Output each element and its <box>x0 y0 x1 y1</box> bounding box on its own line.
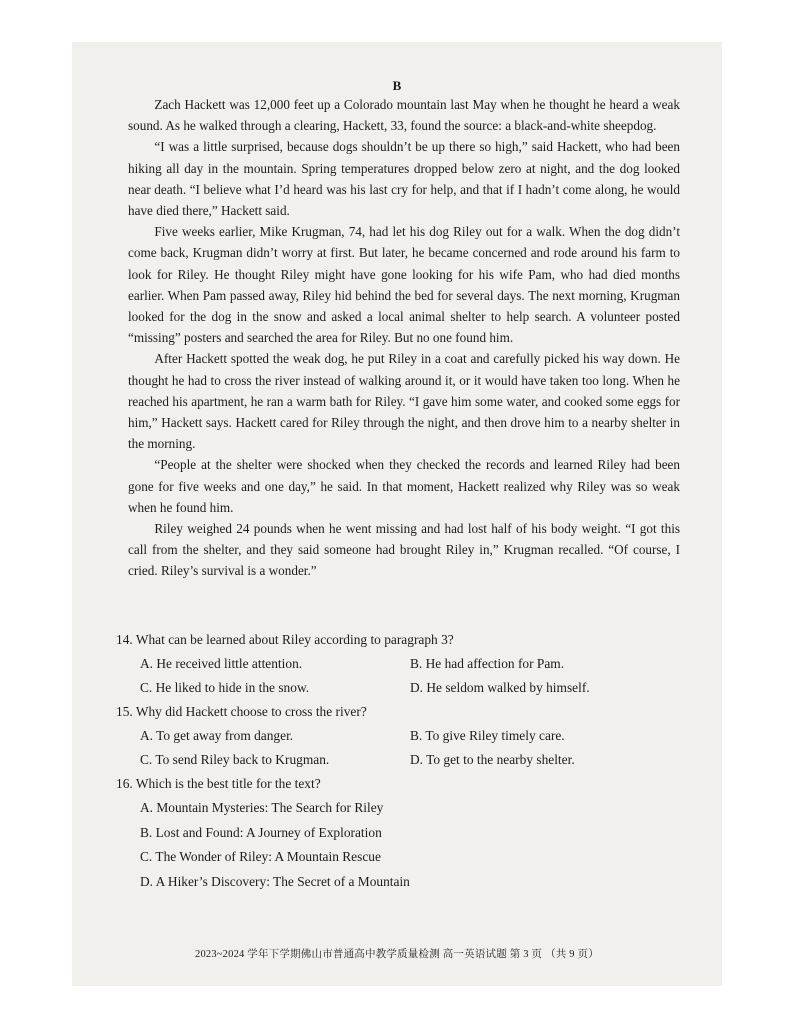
question-stem: 15. Why did Hackett choose to cross the river? <box>116 704 367 719</box>
option-a: A. Mountain Mysteries: The Search for Riley <box>140 800 384 815</box>
question-stem: 16. Which is the best title for the text? <box>116 776 321 791</box>
paragraph-1: Zach Hackett was 12,000 feet up a Colorado mountain last May when he thought he heard a weak sound. As he walked through a clearing, Hackett, 33, found the source: a black-and-white sheepdog. <box>128 97 680 134</box>
question-list <box>116 628 676 894</box>
option-d: D. To get to the nearby shelter. <box>410 752 575 767</box>
option-c: C. The Wonder of Riley: A Mountain Rescue <box>140 849 381 864</box>
paragraph-2: “I was a little surprised, because dogs shouldn’t be up there so high,” said Hackett, who had been hiking all day in the mountain. Spring temperatures dropped below zero at night, and the dog looked near death. “I believe what I’d heard was his last cry for help, and that if I hadn’t come along, he would have died there,” Hackett said. <box>128 139 680 219</box>
option-a: A. To get away from danger. <box>140 728 294 743</box>
option-b: B. Lost and Found: A Journey of Exploration <box>140 824 382 840</box>
paragraph-3: Five weeks earlier, Mike Krugman, 74, had let his dog Riley out for a walk. When the dog didn’t come back, Krugman didn’t worry at first. But later, he became concerned and rode around his farm to look for Riley. He thought Riley might have gone looking for his wife Pam, who had died months earlier. When Pam passed away, Riley hid behind the bed for several days. The next morning, Krugman looked for the dog in the snow and asked a local animal shelter to help search. A volunteer posted “missing” posters and searched the area for Riley. But no one found him. <box>128 224 680 346</box>
option-b: B. To give Riley timely care. <box>410 728 565 743</box>
option-d: D. He seldom walked by himself. <box>410 680 590 695</box>
paragraph-6: Riley weighed 24 pounds when he went missing and had lost half of his body weight. “I got this call from the shelter, and they said someone had brought Riley in,” Krugman recalled. “Of course, I cried. Riley’s survival is a wonder.” <box>128 521 680 579</box>
section-letter: B <box>392 78 402 93</box>
option-list <box>116 796 676 894</box>
question-15 <box>116 700 676 772</box>
question-stem: 14. What can be learned about Riley according to paragraph 3? <box>116 632 454 647</box>
question-16 <box>116 772 676 894</box>
paragraph-5: “People at the shelter were shocked when they checked the records and learned Riley had been gone for five weeks and one day,” he said. In that moment, Hackett realized why Riley was so weak when he found him. <box>128 457 680 515</box>
option-c: C. To send Riley back to Krugman. <box>140 752 330 767</box>
reading-passage <box>128 94 680 582</box>
option-d: D. A Hiker’s Discovery: The Secret of a Mountain <box>140 873 410 889</box>
option-grid <box>116 724 676 772</box>
paragraph-4: After Hackett spotted the weak dog, he put Riley in a coat and carefully picked his way down. He thought he had to cross the river instead of walking around it, or it would have taken too long. When he reached his apartment, he ran a warm bath for Riley. “I gave him some water, and cooked some eggs for him,” Hackett says. Hackett cared for Riley through the night, and then drove him to a nearby shelter in the morning. <box>128 351 680 452</box>
option-a: A. He received little attention. <box>140 656 303 671</box>
option-b: B. He had affection for Pam. <box>410 656 565 671</box>
question-14 <box>116 628 676 700</box>
page-footer: 2023~2024 学年下学期佛山市普通高中教学质量检测 高一英语试题 第 3 页 （共 9 页） <box>195 949 599 960</box>
exam-page <box>72 42 722 986</box>
option-c: C. He liked to hide in the snow. <box>140 680 310 695</box>
option-grid <box>116 652 676 700</box>
